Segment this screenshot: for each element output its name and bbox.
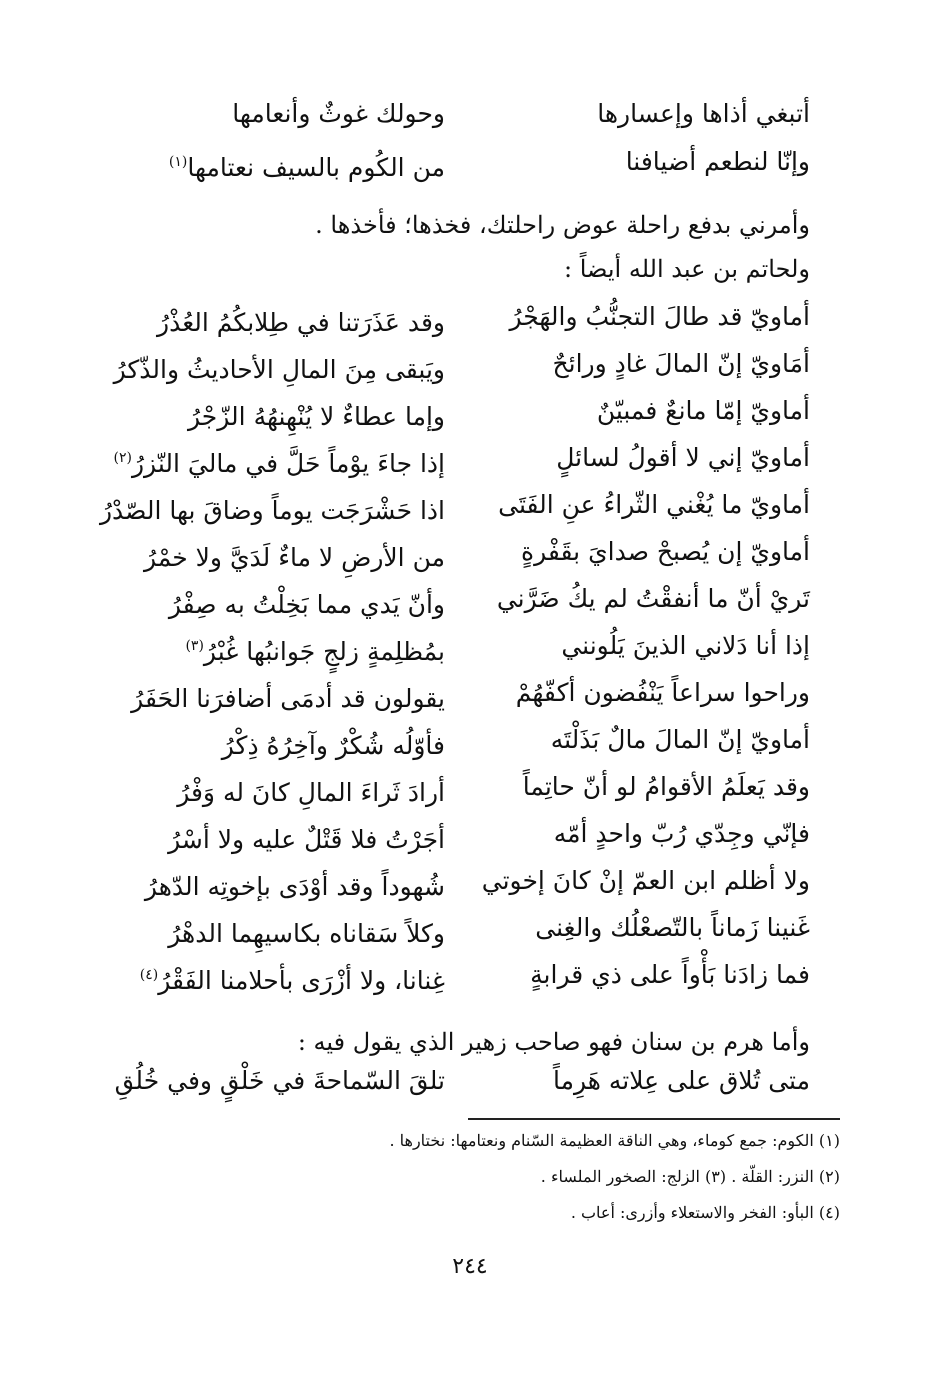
verse-row <box>0 623 945 669</box>
hemistich-text: وأنّ يَدي مما بَخِلْتُ به صِفْرُ <box>168 590 445 619</box>
verse-hemistich-first: وراحوا سراعاً يَنْفُضون أكفّهُمْ <box>515 678 810 707</box>
verse-row <box>0 435 945 481</box>
prose-paragraph: وأما هرم بن سنان فهو صاحب زهير الذي يقول فيه : <box>297 1028 810 1056</box>
verse-row <box>0 952 945 998</box>
hemistich-text: من الأرضِ لا ماءٌ لَدَيَّ ولا خمْرُ <box>144 543 445 572</box>
verse-hemistich-first: تَريْ أنّ ما أنفقْتُ لم يكُ ضَرَّني <box>496 584 810 613</box>
verse-hemistich-second <box>90 388 445 434</box>
verse-hemistich-first: ولا أظلم ابن العمّ إنْ كانَ إخوتي <box>481 866 810 895</box>
verse-row <box>0 670 945 716</box>
verse-row <box>0 294 945 340</box>
prose-paragraph: وأمرني بدفع راحلة عوض راحلتك، فخذها؛ فأخذها . <box>315 211 810 239</box>
verse-row <box>0 139 945 185</box>
verse-hemistich-second <box>90 576 445 622</box>
verse-row <box>0 717 945 763</box>
verse-hemistich-first: أماويّ إن يُصبحْ صدايَ بقَفْرةٍ <box>520 537 810 566</box>
hemistich-text: أرادَ ثَراءَ المالِ كانَ له وَفْرُ <box>177 778 445 807</box>
verse-hemistich-first: فما زادَنا بَأْواً على ذي قرابةٍ <box>530 960 810 989</box>
footnote-marker: (٣) <box>185 638 204 654</box>
footnote: (١) الكوم: جمع كوماء، وهي الناقة العظيمة السّنام ونعتامها: نختارها . <box>389 1131 840 1150</box>
verse-row <box>0 341 945 387</box>
hemistich-text: غِنانا، ولا أزْرَى بأحلامنا الفَقْرُ <box>158 966 445 995</box>
verse-hemistich-second <box>90 435 445 481</box>
hemistich-text: بمُظلِمةٍ زلجٍ جَوانبُها غُبْرُ <box>203 637 445 666</box>
footnote: (٢) النزر: القلّة . (٣) الزلج: الصخور الملساء . <box>540 1167 840 1186</box>
verse-hemistich-second <box>90 670 445 716</box>
verse-hemistich-first: أماويّ إني لا أقولُ لسائلٍ <box>556 443 810 472</box>
verse-hemistich-second <box>90 623 445 669</box>
hemistich-text: فأوّلُه شُكْرٌ وآخِرُهُ ذِكْرُ <box>221 731 445 760</box>
verse-hemistich-first: أماويّ إمّا مانعٌ فمبيّنٌ <box>596 396 810 425</box>
verse-row <box>0 482 945 528</box>
hemistich-text: اذا حَشْرَجَت يوماً وضاقَ بها الصّدْرُ <box>99 496 445 525</box>
verse-hemistich-first: إذا أنا دَلاني الذينَ يَلُونني <box>561 631 810 660</box>
verse-hemistich-second <box>90 529 445 575</box>
hemistich-text: وقد عَذَرَتنا في طِلابكُمُ العُذْرُ <box>157 308 445 337</box>
hemistich-text: وكلاً سَقاناه بكاسيهِما الدهْرُ <box>168 919 445 948</box>
hemistich-text: ويَبقى مِنَ المالِ الأحاديثُ والذّكرُ <box>113 355 445 384</box>
verse-hemistich-second <box>90 905 445 951</box>
verse-hemistich-first: أتبغي أذاها وإعسارها <box>597 99 810 128</box>
verse-row <box>0 764 945 810</box>
verse-hemistich-second <box>90 341 445 387</box>
verse-hemistich-second <box>90 811 445 857</box>
footnote: (٤) البأو: الفخر والاستعلاء وأزرى: أعاب . <box>570 1203 840 1222</box>
hemistich-text: أجَرْتُ فلا قَتْلٌ عليه ولا أسْرُ <box>168 825 445 854</box>
hemistich-text: يقولون قد أدمَى أضافرَنا الحَفَرُ <box>131 684 445 713</box>
footnote-marker: (١) <box>168 154 188 170</box>
verse-row <box>0 529 945 575</box>
verse-hemistich-second <box>90 858 445 904</box>
hemistich-text: وإما عطاءٌ لا يُنْهِنهُهُ الزّجْرُ <box>188 402 445 431</box>
verse-hemistich-first: وإنّا لنطعم أضيافنا <box>625 147 810 176</box>
verse-hemistich-second <box>90 764 445 810</box>
verse-hemistich-second <box>90 482 445 528</box>
verse-hemistich-first: أماويّ ما يُغْني الثّراءُ عنِ الفَتَى <box>498 490 810 519</box>
verse-hemistich-first: متى تُلاق على عِلاته هَرِماً <box>552 1066 810 1095</box>
verse-hemistich-second <box>90 952 445 998</box>
verse-hemistich-second <box>90 91 445 137</box>
verse-hemistich-first: أمَاويّ إنّ المالَ غادٍ ورائحٌ <box>552 349 810 378</box>
verse-row <box>0 91 945 137</box>
verse-row <box>0 576 945 622</box>
verse-hemistich-first: أماويّ إنّ المالَ مالٌ بَذَلْتَه <box>550 725 810 754</box>
verse-hemistich-first: فإنّي وجِدّي رُبّ واحدٍ أمّه <box>553 819 810 848</box>
hemistich-text: شُهوداً وقد أوْدَى بإخوتِه الدّهرُ <box>144 872 445 901</box>
footnote-marker: (٤) <box>139 967 159 983</box>
verse-hemistich-first: غَنينا زَماناً بالتّصعْلُك والغِنى <box>535 913 810 942</box>
verse-hemistich-second <box>90 717 445 763</box>
verse-hemistich-second <box>90 294 445 340</box>
verse-row <box>0 811 945 857</box>
verse-row <box>0 905 945 951</box>
footnote-divider <box>468 1118 840 1120</box>
verse-hemistich-first: وقد يَعلَمُ الأقوامُ لو أنّ حاتِماً <box>522 772 810 801</box>
hemistich-text: إذا جاءَ يوْماً حَلَّ في ماليَ النّزرُ <box>131 449 445 478</box>
verse-hemistich-second <box>90 139 445 185</box>
verse-row <box>0 858 945 904</box>
verse-hemistich-first: أماويّ قد طالَ التجنُّبُ والهَجْرُ <box>509 302 810 331</box>
footnote-marker: (٢) <box>113 450 132 466</box>
hemistich-text: من الكُوم بالسيف نعتامها <box>187 153 445 182</box>
verse-hemistich-second: تلقَ السّماحةَ في خَلْقٍ وفي خُلُقِ <box>114 1066 445 1095</box>
verse-row <box>0 1058 945 1104</box>
hemistich-text: وحولك غوثٌ وأنعامها <box>232 99 445 128</box>
verse-row <box>0 388 945 434</box>
section-intro: ولحاتم بن عبد الله أيضاً : <box>564 255 810 283</box>
page-number: ٢٤٤ <box>452 1254 488 1279</box>
